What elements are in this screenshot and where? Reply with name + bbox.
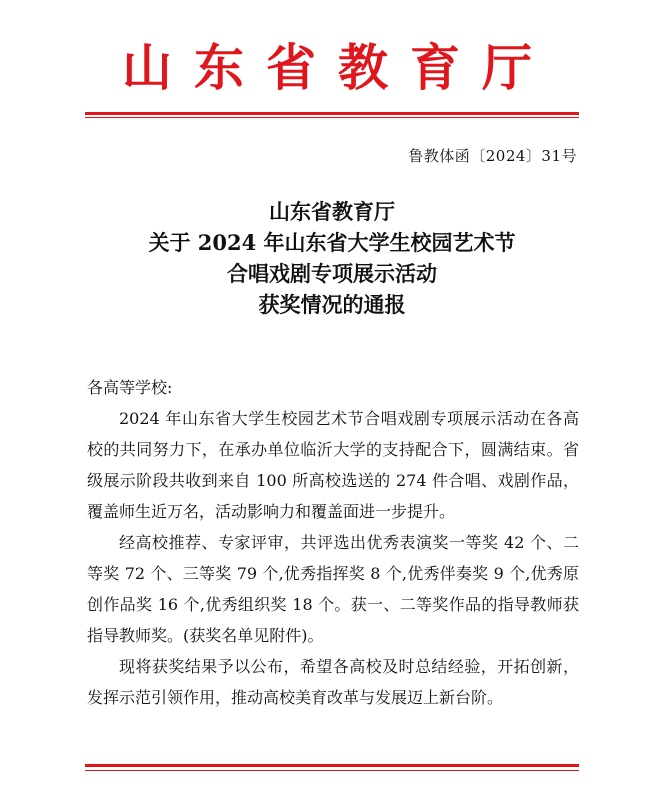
header-rule-thick xyxy=(85,112,579,115)
paragraph-1: 2024 年山东省大学生校园艺术节合唱戏剧专项展示活动在各高校的共同努力下，在承办单位临沂大学的支持配合下，圆满结束。省级展示阶段共收到来自 100 所高校选送的 274 件合唱、戏剧作品，覆盖师生近万名，活动影响力和覆盖面进一步提升。 xyxy=(87,409,579,521)
document-number: 鲁教体函〔2024〕31号 xyxy=(408,147,577,165)
paragraph-3: 现将获奖结果予以公布，希望各高校及时总结经验，开拓创新，发挥示范引领作用，推动高校美育改革与发展迈上新台阶。 xyxy=(87,657,579,707)
title-line-2: 关于 2024 年山东省大学生校园艺术节 xyxy=(148,230,516,255)
header-rule-thin xyxy=(85,117,579,118)
title-line-1: 山东省教育厅 xyxy=(269,199,395,224)
document-body xyxy=(87,372,579,713)
footer-rule-thin xyxy=(85,770,579,771)
document-title xyxy=(0,196,664,320)
title-line-3: 合唱戏剧专项展示活动 xyxy=(227,261,437,286)
salutation: 各高等学校: xyxy=(87,378,173,397)
footer-rule-thick xyxy=(85,764,579,767)
title-line-4: 获奖情况的通报 xyxy=(258,292,406,317)
paragraph-2: 经高校推荐、专家评审，共评选出优秀表演奖一等奖 42 个、二等奖 72 个、三等奖 79 个,优秀指挥奖 8 个,优秀伴奏奖 9 个,优秀原创作品奖 16 个,优秀组织奖 18 个。获一、二等奖作品的指导教师获指导教师奖。(获奖名单见附件)。 xyxy=(87,533,579,645)
masthead-title: 山东省教育厅 xyxy=(122,38,554,97)
